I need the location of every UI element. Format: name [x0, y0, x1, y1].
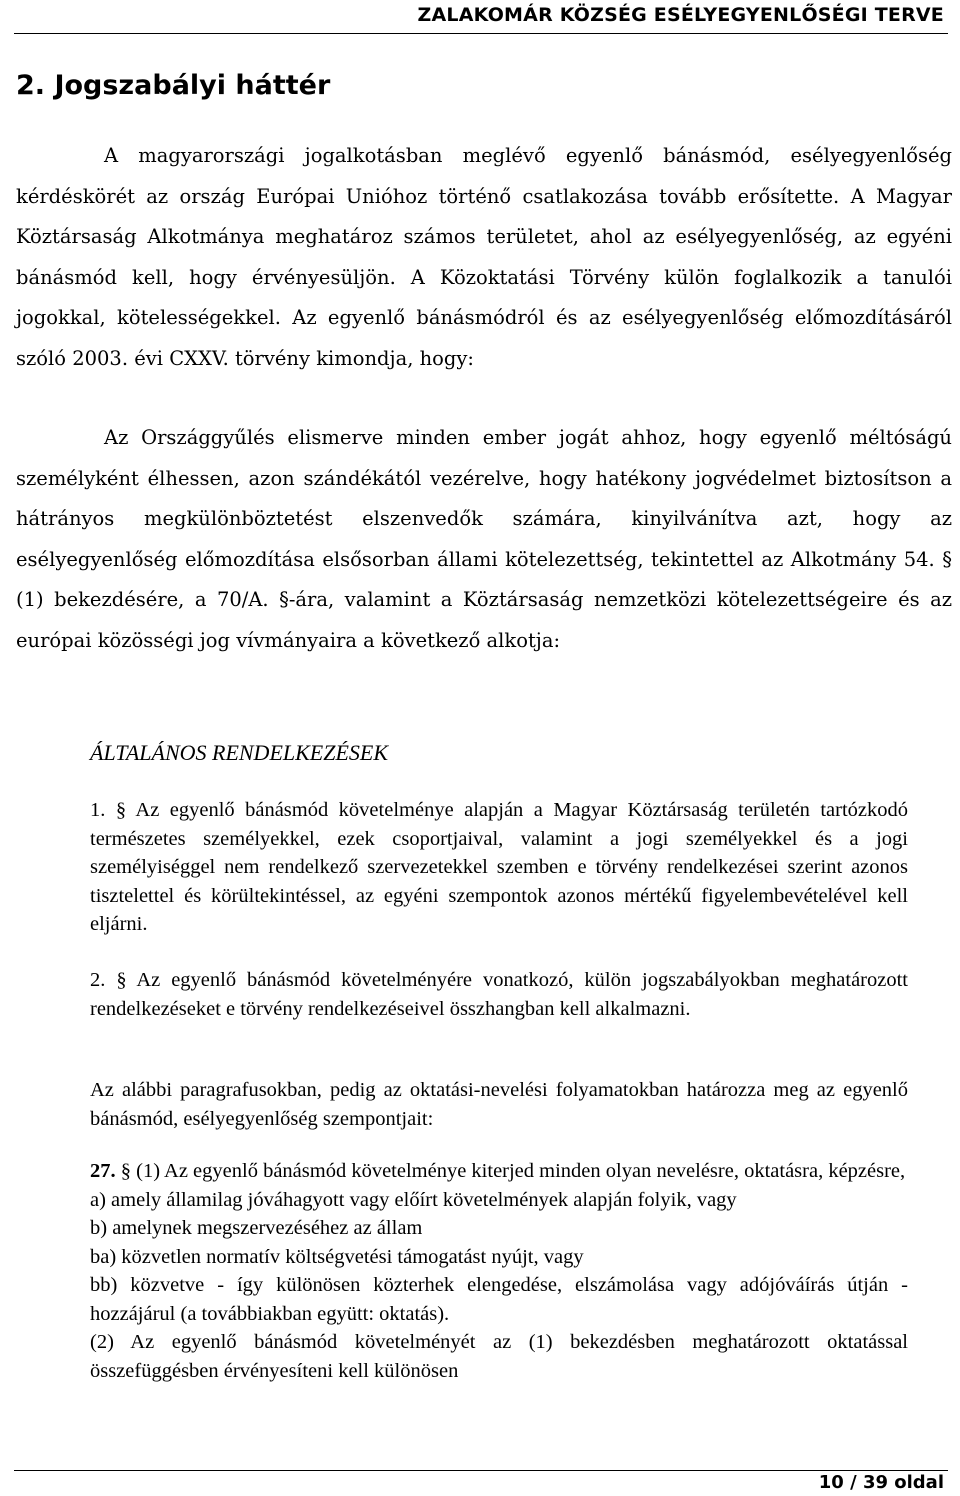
- page-number: 10 / 39 oldal: [818, 1472, 944, 1493]
- paragraph-text: A magyarországi jogalkotásban meglévő egyenlő bánásmód, esélyegyenlőség kérdéskörét az ország Európai Unióhoz történő csatlakozása tovább erősítette. A Magyar Köztársaság Alkotmánya meghatároz számos területet, ahol az esélyegyenlőség, az egyéni bánásmód kell, hogy érvényesüljön. A Közoktatási Törvény külön foglalkozik a tanulói jogokkal, kötelességekkel. Az egyenlő bánásmódról és az esélyegyenlőség előmozdításáról szóló 2003. évi CXXV. törvény kimondja, hogy:: [16, 144, 952, 370]
- paragraph-text: Az Országgyűlés elismerve minden ember jogát ahhoz, hogy egyenlő méltóságú személyként élhessen, azon szándékától vezérelve, hogy hatékony jogvédelmet biztosítson a hátrányos megkülönböztetést elszenvedők számára, kinyilvánítva azt, hogy az esélyegyenlőség előmozdítása elsősorban állami kötelezettség, tekintettel az Alkotmány 54. § (1) bekezdésére, a 70/A. §-ára, valamint a Köztársaság nemzetközi kötelezettségeire és az európai közösségi jog vívmányaira a következő alkotja:: [16, 426, 952, 652]
- section-27-line-5: bb) közvetve - így különösen közterhek elengedése, elszámolása vagy adójóváírás útján - hozzájárul (a továbbiakban együtt: oktatás).: [90, 1274, 908, 1325]
- footer-divider: [14, 1470, 948, 1471]
- provision-text: 2. § Az egyenlő bánásmód követelményére vonatkozó, külön jogszabályokban meghatározott rendelkezéseket e törvény rendelkezéseivel összhangban kell alkalmazni.: [90, 969, 908, 1020]
- section-27-line-6: (2) Az egyenlő bánásmód követelményét az (1) bekezdésben meghatározott oktatással összefüggésben érvényesíteni kell különösen: [90, 1331, 908, 1382]
- document-header-title: ZALAKOMÁR KÖZSÉG ESÉLYEGYENLŐSÉGI TERVE: [417, 4, 944, 26]
- section-27-text: § (1) Az egyenlő bánásmód követelménye kiterjed minden olyan nevelésre, oktatásra, képzésre,: [120, 1160, 906, 1182]
- section-27-number: 27.: [90, 1160, 116, 1182]
- header-divider: [14, 33, 948, 34]
- section-27-line-3: b) amelynek megszervezéséhez az állam: [90, 1217, 423, 1239]
- section-title: 2. Jogszabályi háttér: [16, 70, 331, 101]
- body-paragraph-2: [16, 418, 952, 661]
- provision-text: 1. § Az egyenlő bánásmód követelménye alapján a Magyar Köztársaság területén tartózkodó természetes személyekkel, ezek csoportjaival, valamint a jogi személyekkel és a jogi személyiséggel nem rendelkező szervezetekkel szemben e törvény rendelkezései szerint azonos tisztelettel és körültekintéssel, az egyéni szempontok azonos mértékű figyelembevételével kell eljárni.: [90, 799, 908, 935]
- section-27-line-2: a) amely államilag jóváhagyott vagy előírt követelmények alapján folyik, vagy: [90, 1188, 737, 1211]
- intro-text: Az alábbi paragrafusokban, pedig az oktatási-nevelési folyamatokban határozza meg az egyenlő bánásmód, esélyegyenlőség szempontjait:: [90, 1079, 908, 1130]
- provision-1: [90, 796, 908, 939]
- general-provisions-heading: ÁLTALÁNOS RENDELKEZÉSEK: [90, 740, 389, 765]
- section-27-line-4: ba) közvetlen normatív költségvetési támogatást nyújt, vagy: [90, 1245, 584, 1268]
- intro-paragraph: [90, 1076, 908, 1133]
- provision-2: [90, 966, 908, 1023]
- body-paragraph-1: [16, 136, 952, 379]
- section-27-line-1: [90, 1157, 908, 1186]
- section-27: [90, 1157, 908, 1385]
